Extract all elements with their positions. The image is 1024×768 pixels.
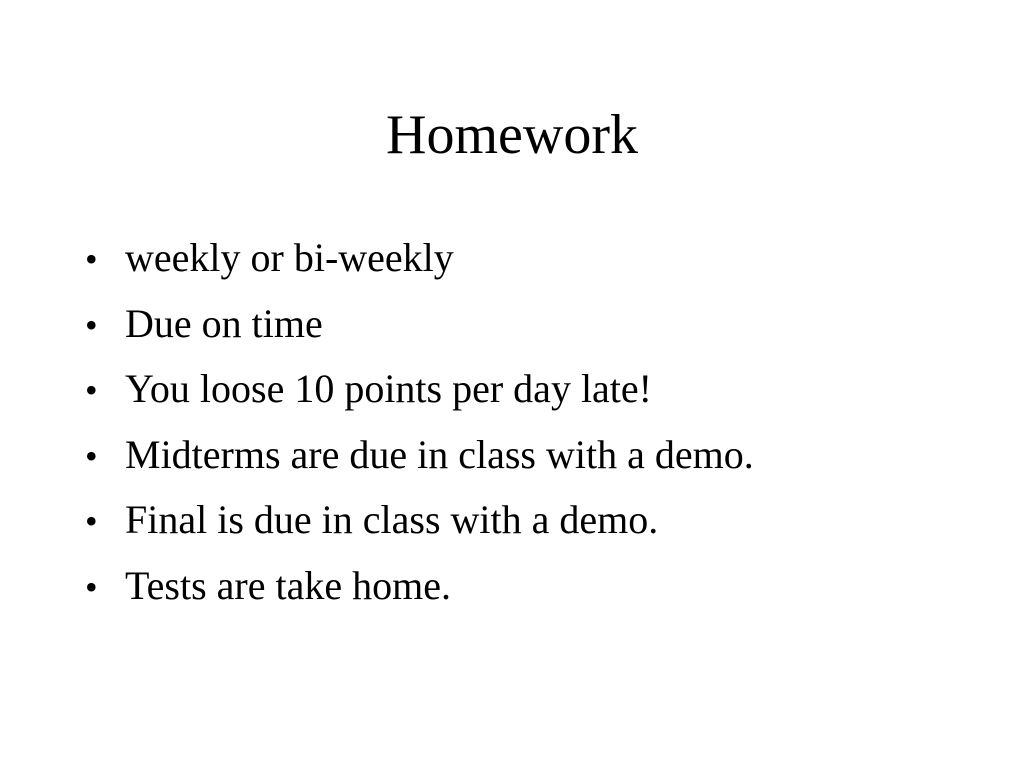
bullet-text: You loose 10 points per day late! xyxy=(125,366,652,411)
slide-title: Homework xyxy=(386,104,638,166)
bullet-text: Due on time xyxy=(125,300,323,346)
bullet-icon: • xyxy=(85,501,98,541)
bullet-text: Final is due in class with a demo. xyxy=(125,497,659,542)
bullet-text: Midterms are due in class with a demo. xyxy=(125,431,754,477)
bullet-text: weekly or bi-weekly xyxy=(125,235,454,280)
bullet-text: Tests are take home. xyxy=(125,562,451,608)
list-item xyxy=(85,494,754,560)
list-item xyxy=(85,363,754,429)
list-item xyxy=(85,298,754,364)
list-item xyxy=(85,560,754,626)
bullet-list xyxy=(85,232,754,625)
list-item xyxy=(85,232,754,298)
bullet-icon: • xyxy=(85,566,98,607)
bullet-icon: • xyxy=(85,304,98,345)
bullet-icon: • xyxy=(85,370,98,410)
list-item xyxy=(85,429,754,495)
bullet-icon: • xyxy=(85,239,98,279)
bullet-icon: • xyxy=(85,435,98,476)
